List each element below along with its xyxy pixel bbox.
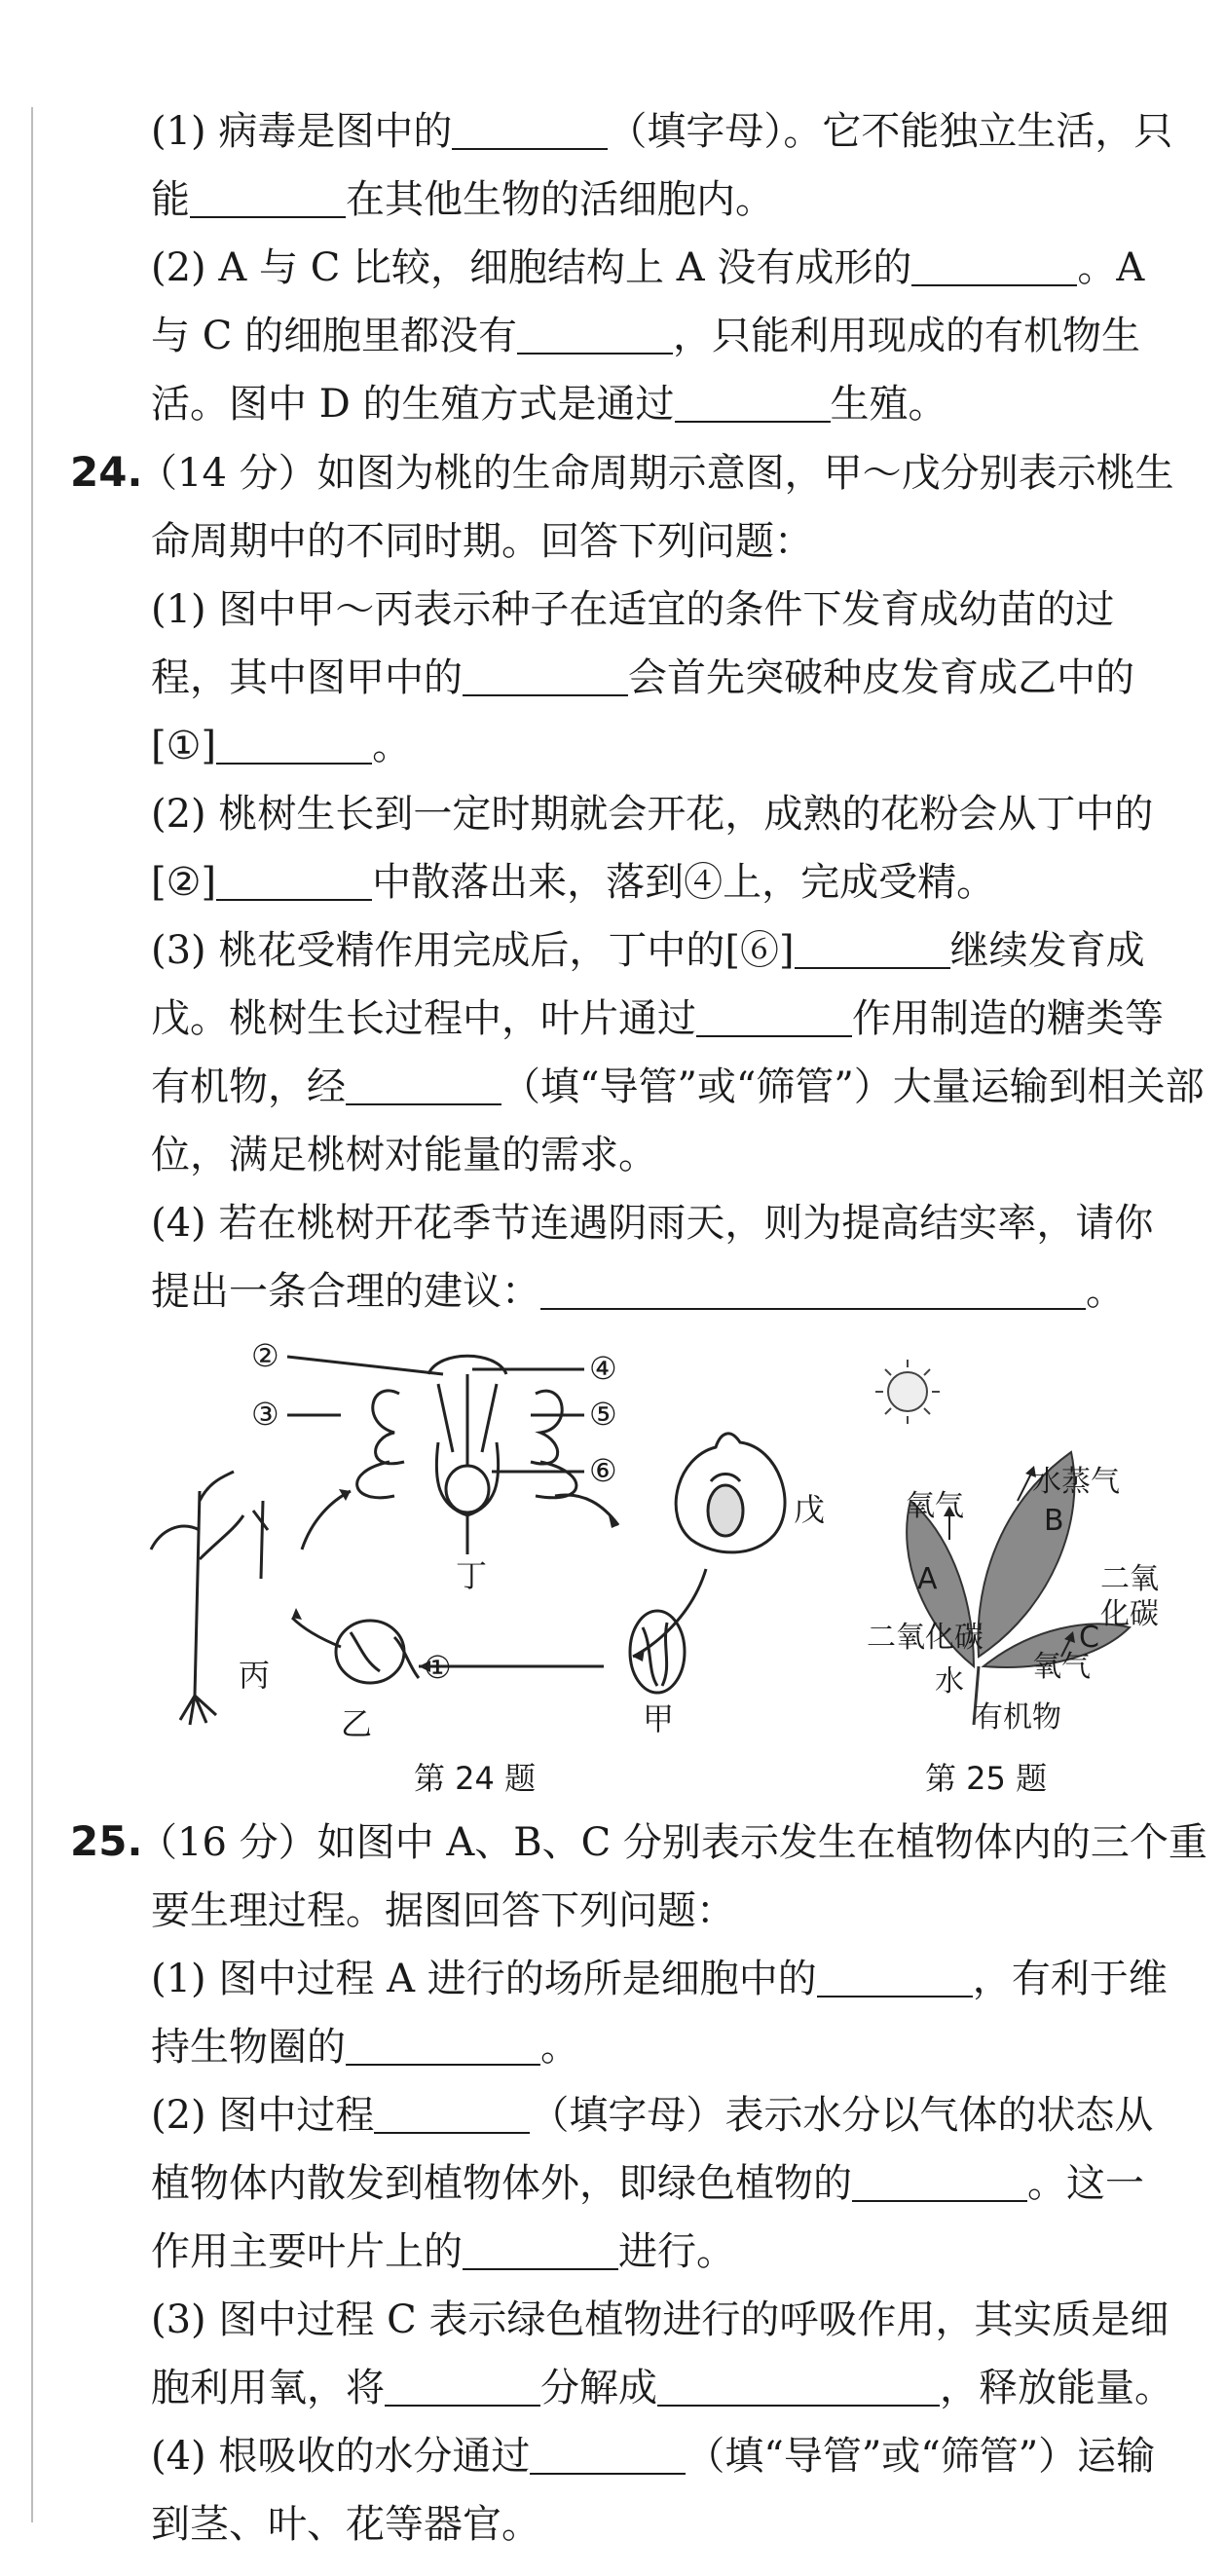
page	[70, 97, 1207, 2558]
answer-blank[interactable]	[795, 932, 950, 969]
label-3: ③	[251, 1396, 279, 1433]
answer-blank[interactable]	[675, 386, 831, 423]
label-ding: 丁	[456, 1557, 488, 1594]
label-A: A	[917, 1562, 938, 1596]
label-yi: 乙	[341, 1705, 373, 1742]
question-number: 25.	[70, 1817, 143, 1865]
q24-line-4: 程，其中图甲中的 会首先突破种皮发育成乙中的	[151, 655, 1134, 700]
q25-line-11: 到茎、叶、花等器官。	[151, 2502, 540, 2547]
answer-blank[interactable]	[852, 2165, 1027, 2202]
answer-blank[interactable]	[540, 1273, 1086, 1310]
answer-blank[interactable]	[911, 249, 1077, 286]
answer-blank[interactable]	[817, 1960, 973, 1997]
question-number: 24.	[70, 448, 143, 496]
label-co2-left: 二氧化碳	[867, 1621, 984, 1655]
q24-line-11: 位，满足桃树对能量的需求。	[151, 1133, 657, 1177]
q25-line-10: (4) 根吸收的水分通过 （填“导管”或“筛管”）运输	[151, 2434, 1156, 2479]
figure-25-caption: 第 25 题	[925, 1760, 1048, 1797]
label-2: ②	[251, 1337, 279, 1374]
q25-line-5: (2) 图中过程 （填字母）表示水分以气体的状态从	[151, 2093, 1154, 2138]
label-water-vapor: 水蒸气	[1032, 1465, 1120, 1499]
q24-line-8: (3) 桃花受精作用完成后，丁中的[⑥] 继续发育成	[151, 928, 1145, 973]
q25-line-8: (3) 图中过程 C 表示绿色植物进行的呼吸作用，其实质是细	[151, 2297, 1169, 2342]
q23-line-5: 活。图中 D 的生殖方式是通过 生殖。	[151, 382, 947, 427]
label-co2-right-1: 二氧	[1100, 1562, 1159, 1596]
figure-captions	[78, 1754, 1169, 1808]
figure-24-peach-life-cycle	[146, 1335, 847, 1744]
label-organic-matter: 有机物	[974, 1700, 1061, 1735]
sun-icon	[875, 1360, 940, 1424]
answer-blank[interactable]	[530, 2438, 686, 2475]
label-1: ①	[424, 1649, 452, 1686]
flower-ding	[357, 1356, 576, 1554]
answer-blank[interactable]	[463, 659, 628, 696]
q25-line-6: 植物体内散发到植物体外，即绿色植物的 。这一	[151, 2161, 1144, 2206]
q23-line-4: 与 C 的细胞里都没有 ，只能利用现成的有机物生	[151, 314, 1141, 358]
label-co2-right-2: 化碳	[1100, 1597, 1159, 1631]
label-water: 水	[935, 1664, 964, 1699]
figure-24-caption: 第 24 题	[414, 1760, 537, 1797]
answer-blank[interactable]	[374, 2097, 530, 2134]
label-C: C	[1079, 1621, 1099, 1655]
answer-blank[interactable]	[696, 1000, 852, 1037]
answer-blank[interactable]	[463, 2233, 618, 2270]
q23-line-2: 能 在其他生物的活细胞内。	[151, 177, 774, 222]
answer-blank[interactable]	[346, 2029, 540, 2066]
q24-line-7: [②] 中散落出来，落到④上，完成受精。	[151, 860, 996, 905]
q24-line-3: (1) 图中甲～丙表示种子在适宜的条件下发育成幼苗的过	[151, 587, 1115, 632]
q25-line-7: 作用主要叶片上的 进行。	[151, 2229, 735, 2274]
label-jia: 甲	[643, 1700, 675, 1737]
label-6: ⑥	[589, 1452, 617, 1489]
label-wu: 戊	[794, 1491, 826, 1528]
answer-blank[interactable]	[216, 728, 372, 765]
germinating-seed-yi	[336, 1621, 419, 1683]
label-5: ⑤	[589, 1396, 617, 1433]
answer-blank[interactable]	[517, 317, 673, 355]
q23-line-3: (2) A 与 C 比较，细胞结构上 A 没有成形的 。A	[151, 245, 1145, 290]
answer-blank[interactable]	[657, 2370, 940, 2407]
q25-line-4: 持生物圈的 。	[151, 2025, 579, 2070]
answer-blank[interactable]	[216, 864, 372, 901]
margin-line	[31, 107, 33, 2522]
q24-line-5: [①] 。	[151, 724, 412, 768]
figure-row	[78, 1335, 1169, 1744]
q25-line-1: 25.（16 分）如图中 A、B、C 分别表示发生在植物体内的三个重	[78, 1808, 1169, 1877]
label-oxygen-bottom: 氧气	[1032, 1650, 1091, 1684]
q24-line-1: 24.（14 分）如图为桃的生命周期示意图，甲～戊分别表示桃生	[78, 438, 1169, 507]
q24-line-10: 有机物，经 （填“导管”或“筛管”）大量运输到相关部	[151, 1064, 1205, 1109]
answer-blank[interactable]	[190, 181, 346, 218]
q25-line-2: 要生理过程。据图回答下列问题：	[151, 1888, 735, 1933]
q24-line-2: 命周期中的不同时期。回答下列问题：	[151, 519, 813, 564]
label-B: B	[1044, 1504, 1064, 1538]
label-bing: 丙	[239, 1657, 271, 1694]
fruit-wu	[676, 1434, 785, 1552]
q24-line-12: (4) 若在桃树开花季节连遇阴雨天，则为提高结实率，请你	[151, 1201, 1154, 1246]
q24-line-6: (2) 桃树生长到一定时期就会开花，成熟的花粉会从丁中的	[151, 792, 1154, 837]
q25-line-3: (1) 图中过程 A 进行的场所是细胞中的 ，有利于维	[151, 1957, 1168, 2001]
label-4: ④	[589, 1350, 617, 1387]
q25-line-9: 胞利用氧，将 分解成 ，释放能量。	[151, 2366, 1173, 2410]
answer-blank[interactable]	[385, 2370, 540, 2407]
answer-blank[interactable]	[346, 1068, 501, 1105]
answer-blank[interactable]	[452, 113, 608, 150]
q23-line-1: (1) 病毒是图中的 （填字母）。它不能独立生活，只	[151, 109, 1173, 154]
label-oxygen-top: 氧气	[906, 1489, 964, 1523]
q24-line-13: 提出一条合理的建议： 。	[151, 1269, 1125, 1314]
q24-line-9: 戊。桃树生长过程中，叶片通过 作用制造的糖类等	[151, 996, 1164, 1041]
figure-25-leaf-processes	[837, 1335, 1188, 1744]
